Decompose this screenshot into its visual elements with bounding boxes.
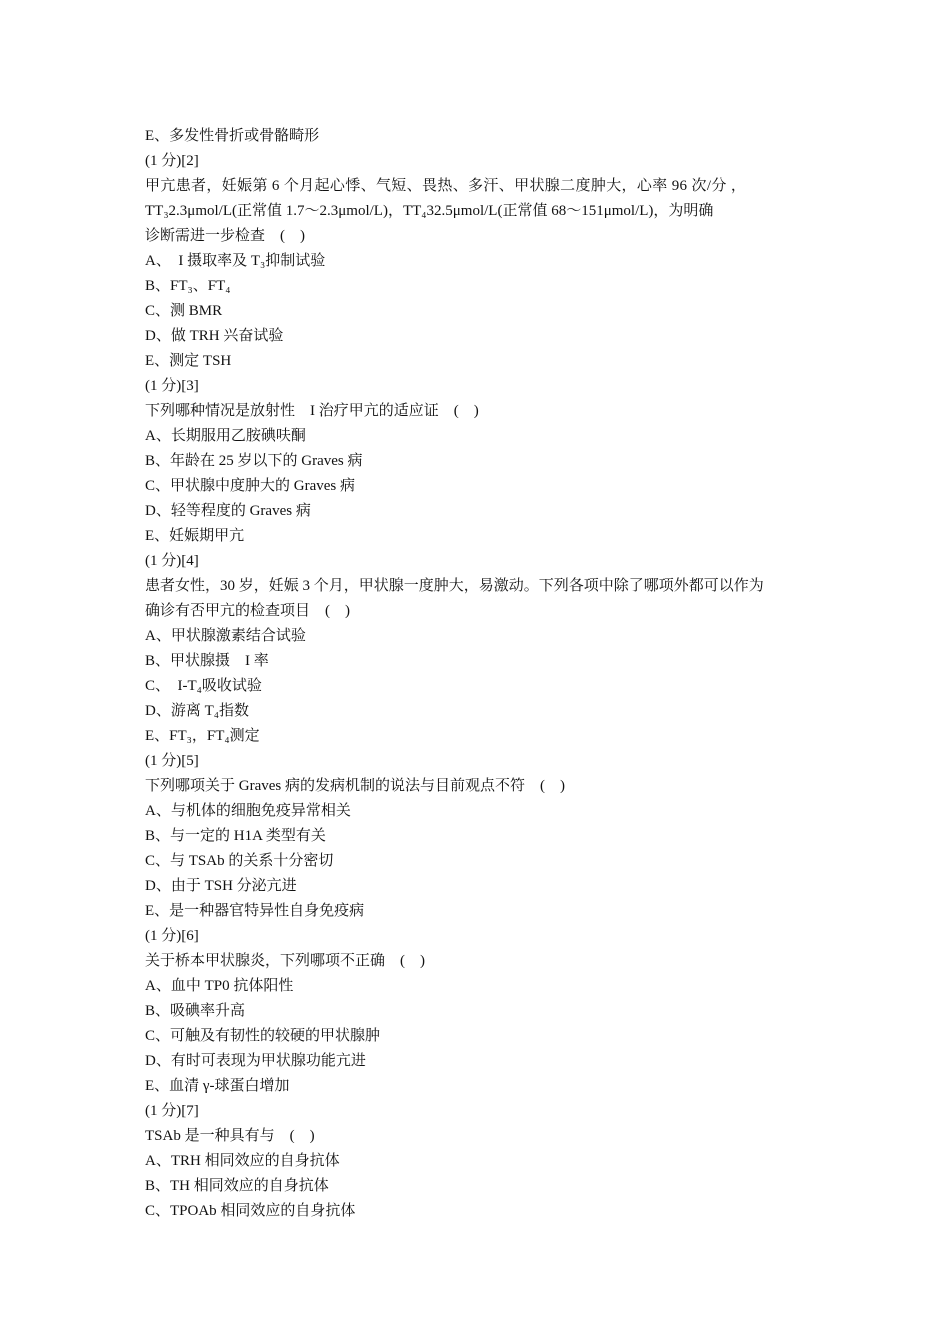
answer-option: C、可触及有韧性的较硬的甲状腺肿 — [145, 1028, 381, 1044]
answer-option: D、做 TRH 兴奋试验 — [145, 328, 284, 344]
question-stem: TSAb 是一种具有与 ( ) — [145, 1128, 315, 1144]
answer-option: E、妊娠期甲亢 — [145, 528, 245, 544]
question-stem: 确诊有否甲亢的检查项目 ( ) — [145, 603, 350, 619]
answer-option: D、有时可表现为甲状腺功能亢进 — [145, 1053, 366, 1069]
answer-option: D、游离 T₄指数 — [145, 703, 249, 719]
answer-option: A、与机体的细胞免疫异常相关 — [145, 803, 351, 819]
document-page — [145, 124, 825, 1224]
answer-option: A、血中 TP0 抗体阳性 — [145, 978, 294, 994]
question-stem: TT₃2.3μmol/L(正常值 1.7～2.3μmol/L)，TT₄32.5μmol/L(正常值 68～151μmol/L)，为明确 — [145, 203, 714, 219]
question-score-marker: (1 分)[3] — [145, 378, 199, 394]
answer-option: A、甲状腺激素结合试验 — [145, 628, 306, 644]
answer-option: A、 I 摄取率及 T₃抑制试验 — [145, 253, 326, 269]
answer-option: E、FT₃，FT₄测定 — [145, 728, 260, 744]
question-stem: 下列哪项关于 Graves 病的发病机制的说法与目前观点不符 ( ) — [145, 778, 565, 794]
answer-option: B、与一定的 H1A 类型有关 — [145, 828, 326, 844]
answer-option: B、吸碘率升高 — [145, 1003, 246, 1019]
answer-option: D、由于 TSH 分泌亢进 — [145, 878, 297, 894]
text-line: E、多发性骨折或骨骼畸形 — [145, 128, 320, 144]
answer-option: E、测定 TSH — [145, 353, 232, 369]
question-score-marker: (1 分)[4] — [145, 553, 199, 569]
answer-option: C、 I-T₄吸收试验 — [145, 678, 262, 694]
answer-option: C、与 TSAb 的关系十分密切 — [145, 853, 334, 869]
question-score-marker: (1 分)[6] — [145, 928, 199, 944]
question-score-marker: (1 分)[5] — [145, 753, 199, 769]
answer-option: B、FT₃、FT₄ — [145, 278, 231, 294]
question-stem: 下列哪种情况是放射性 I 治疗甲亢的适应证 ( ) — [145, 403, 479, 419]
question-stem: 诊断需进一步检查 ( ) — [145, 228, 305, 244]
answer-option: B、TH 相同效应的自身抗体 — [145, 1178, 329, 1194]
answer-option: A、长期服用乙胺碘呋酮 — [145, 428, 306, 444]
answer-option: C、测 BMR — [145, 303, 223, 319]
answer-option: E、血清 γ-球蛋白增加 — [145, 1078, 290, 1094]
question-score-marker: (1 分)[2] — [145, 153, 199, 169]
answer-option: B、甲状腺摄 I 率 — [145, 653, 269, 669]
question-score-marker: (1 分)[7] — [145, 1103, 199, 1119]
question-stem: 患者女性，30 岁，妊娠 3 个月，甲状腺一度肿大，易激动。下列各项中除了哪项外都可以作为 — [145, 578, 764, 594]
answer-option: B、年龄在 25 岁以下的 Graves 病 — [145, 453, 363, 469]
question-stem: 关于桥本甲状腺炎，下列哪项不正确 ( ) — [145, 953, 425, 969]
question-stem: 甲亢患者，妊娠第 6 个月起心悸、气短、畏热、多汗、甲状腺二度肿大，心率 96 次/分 ， — [145, 178, 747, 194]
answer-option: A、TRH 相同效应的自身抗体 — [145, 1153, 340, 1169]
answer-option: C、甲状腺中度肿大的 Graves 病 — [145, 478, 355, 494]
answer-option: D、轻等程度的 Graves 病 — [145, 503, 311, 519]
answer-option: E、是一种器官特异性自身免疫病 — [145, 903, 365, 919]
answer-option: C、TPOAb 相同效应的自身抗体 — [145, 1203, 356, 1219]
